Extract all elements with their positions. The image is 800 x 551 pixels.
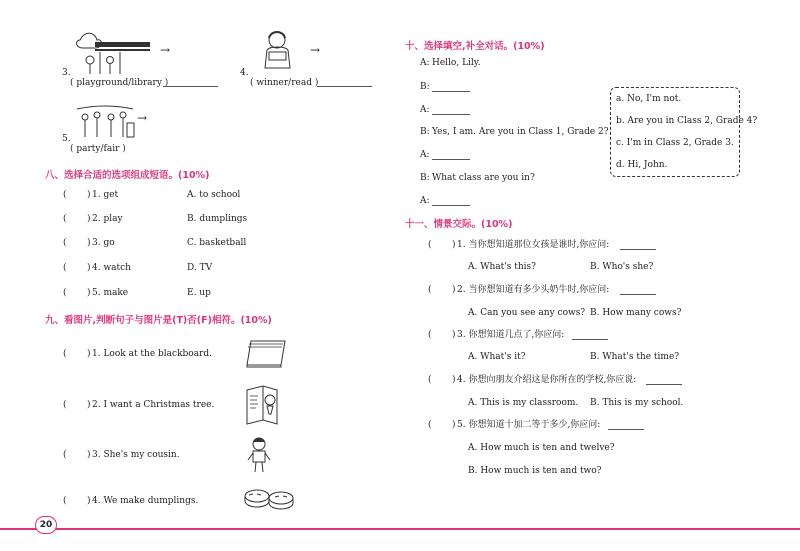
row-paren-close: )	[87, 238, 91, 248]
question-blank[interactable]	[620, 294, 656, 295]
row-paren-close: )	[87, 288, 91, 298]
picture-cakes	[243, 486, 295, 514]
dialogue-speaker: B:	[420, 127, 430, 137]
row-option: D. TV	[187, 263, 213, 273]
row-phrase: 1. get	[92, 190, 119, 200]
row-paren-close: )	[87, 263, 91, 273]
tf-paren-open[interactable]: (	[63, 496, 67, 506]
section-10-title: 十、选择填空,补全对话。(10%)	[405, 41, 545, 52]
dialogue-speaker: A:	[420, 105, 430, 115]
tf-statement: 2. I want a Christmas tree.	[92, 400, 215, 410]
question-option-b: B. How much is ten and two?	[468, 466, 602, 476]
option-d: d. Hi, John.	[616, 160, 668, 170]
option-c: c. I'm in Class 2, Grade 3.	[616, 138, 734, 148]
tf-paren-open[interactable]: (	[63, 450, 67, 460]
row-option: A. to school	[187, 190, 241, 200]
option-a: a. No, I'm not.	[616, 94, 682, 104]
question-option-a: A. This is my classroom.	[468, 398, 579, 408]
pic-item-4-hint: ( winner/read )	[250, 78, 319, 88]
tf-paren-close: )	[87, 400, 91, 410]
row-phrase: 3. go	[92, 238, 115, 248]
tf-statement: 4. We make dumplings.	[92, 496, 199, 506]
tf-statement: 3. She's my cousin.	[92, 450, 180, 460]
picture-blackboard	[245, 337, 287, 373]
picture-party	[75, 103, 135, 145]
page-number: 20	[35, 516, 57, 534]
tf-paren-open[interactable]: (	[63, 349, 67, 359]
row-paren-open[interactable]: (	[63, 238, 67, 248]
tf-paren-open[interactable]: (	[63, 400, 67, 410]
question-paren-close: )	[452, 330, 456, 340]
pic-item-3-answer-blank[interactable]	[163, 86, 218, 87]
question-text: 4. 你想向朋友介绍这是你所在的学校,你应说:	[457, 375, 637, 385]
dialogue-speaker: B:	[420, 82, 430, 92]
row-paren-open[interactable]: (	[63, 288, 67, 298]
question-blank[interactable]	[572, 339, 608, 340]
row-phrase: 4. watch	[92, 263, 131, 273]
row-paren-open[interactable]: (	[63, 214, 67, 224]
dialogue-speaker: A:	[420, 196, 430, 206]
dialogue-line: What class are you in?	[432, 173, 535, 183]
question-option-b: B. This is my school.	[590, 398, 684, 408]
question-option-a: A. How much is ten and twelve?	[468, 443, 615, 453]
question-option-a: A. What's this?	[468, 262, 536, 272]
question-option-b: B. Who's she?	[590, 262, 654, 272]
pic-item-5-hint: ( party/fair )	[70, 144, 126, 154]
question-paren-close: )	[452, 375, 456, 385]
question-paren-open[interactable]: (	[428, 330, 432, 340]
dialogue-blank[interactable]	[432, 91, 470, 92]
pic-item-3-arrow: →	[160, 43, 171, 57]
dialogue-line: Yes, I am. Are you in Class 1, Grade 2?	[432, 127, 609, 137]
dialogue-blank[interactable]	[432, 159, 470, 160]
pic-item-4-number: 4.	[240, 68, 249, 78]
question-paren-open[interactable]: (	[428, 420, 432, 430]
footer-bar	[0, 528, 800, 530]
option-b: b. Are you in Class 2, Grade 4?	[616, 116, 758, 126]
question-option-a: A. Can you see any cows?	[468, 308, 586, 318]
row-option: B. dumplings	[187, 214, 248, 224]
dialogue-speaker: A:	[420, 58, 430, 68]
dialogue-line: Hello, Lily.	[432, 58, 481, 68]
section-8-title: 八、选择合适的选项组成短语。(10%)	[45, 170, 210, 181]
row-paren-close: )	[87, 214, 91, 224]
pic-item-5-number: 5.	[62, 134, 71, 144]
question-text: 3. 你想知道几点了,你应问:	[457, 330, 565, 340]
question-blank[interactable]	[608, 429, 644, 430]
pic-item-4-answer-blank[interactable]	[317, 86, 372, 87]
question-paren-open[interactable]: (	[428, 240, 432, 250]
row-option: C. basketball	[187, 238, 247, 248]
question-option-b: B. How many cows?	[590, 308, 682, 318]
section-11-title: 十一、情景交际。(10%)	[405, 219, 513, 230]
picture-playground	[75, 30, 150, 82]
row-phrase: 5. make	[92, 288, 129, 298]
pic-item-3-number: 3.	[62, 68, 71, 78]
question-text: 5. 你想知道十加二等于多少,你应问:	[457, 420, 601, 430]
row-paren-open[interactable]: (	[63, 190, 67, 200]
question-text: 1. 当你想知道那位女孩是谁时,你应问:	[457, 240, 610, 250]
row-paren-close: )	[87, 190, 91, 200]
dialogue-speaker: B:	[420, 173, 430, 183]
question-text: 2. 当你想知道有多少头奶牛时,你应问:	[457, 285, 610, 295]
question-blank[interactable]	[620, 249, 656, 250]
picture-winner	[255, 28, 300, 77]
question-option-a: A. What's it?	[468, 352, 526, 362]
section-9-title: 九、看图片,判断句子与图片是(T)否(F)相符。(10%)	[45, 315, 272, 326]
tf-paren-close: )	[87, 450, 91, 460]
question-paren-open[interactable]: (	[428, 375, 432, 385]
question-paren-close: )	[452, 240, 456, 250]
dialogue-speaker: A:	[420, 150, 430, 160]
question-paren-close: )	[452, 285, 456, 295]
tf-statement: 1. Look at the blackboard.	[92, 349, 212, 359]
question-paren-close: )	[452, 420, 456, 430]
pic-item-3-hint: ( playground/library )	[70, 78, 169, 88]
question-option-b: B. What's the time?	[590, 352, 680, 362]
row-option: E. up	[187, 288, 211, 298]
row-phrase: 2. play	[92, 214, 123, 224]
question-paren-open[interactable]: (	[428, 285, 432, 295]
pic-item-5-arrow: →	[137, 111, 148, 125]
picture-boy	[246, 436, 272, 478]
picture-christmas-card	[243, 382, 281, 432]
pic-item-4-arrow: →	[310, 43, 321, 57]
dialogue-blank[interactable]	[432, 205, 470, 206]
dialogue-blank[interactable]	[432, 114, 470, 115]
tf-paren-close: )	[87, 349, 91, 359]
row-paren-open[interactable]: (	[63, 263, 67, 273]
question-blank[interactable]	[646, 384, 682, 385]
tf-paren-close: )	[87, 496, 91, 506]
